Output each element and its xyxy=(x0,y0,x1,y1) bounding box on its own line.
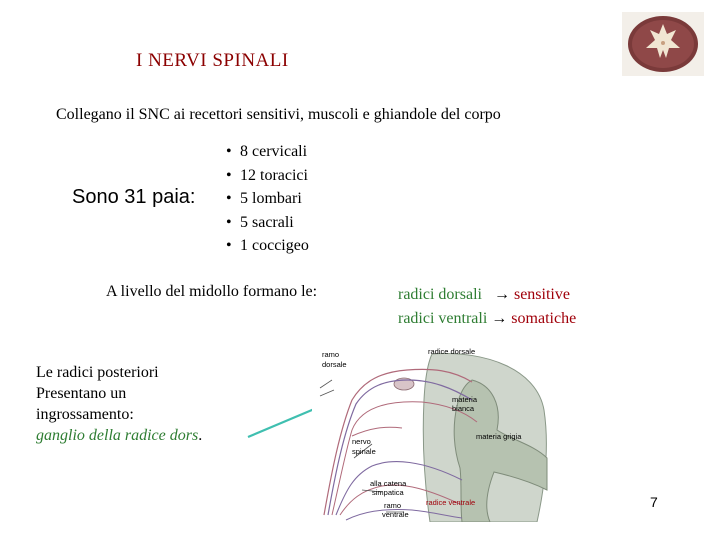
arrow-icon: → xyxy=(491,310,508,327)
spinal-nerve-diagram xyxy=(312,340,557,522)
spinal-cord-thumbnail-image xyxy=(622,12,704,76)
diagram-label: materia grigia xyxy=(476,432,522,441)
ventral-roots-text: radici ventrali xyxy=(398,310,488,327)
page-title: I NERVI SPINALI xyxy=(136,50,289,71)
pairs-count-label: Sono 31 paia: xyxy=(72,186,196,208)
diagram-label: simpatica xyxy=(372,488,404,497)
list-item: • 5 sacrali xyxy=(226,211,309,235)
note-line: Presentano un xyxy=(36,385,127,402)
diagram-label: ramo xyxy=(322,350,340,359)
list-item: • 5 lombari xyxy=(226,187,309,211)
list-item: • 8 cervicali xyxy=(226,140,309,164)
list-item: • 12 toracici xyxy=(226,164,309,188)
diagram-label: radice dorsale xyxy=(428,347,476,356)
roots-list xyxy=(398,283,576,331)
diagram-label: bianca xyxy=(452,404,475,413)
diagram-label: ventrale xyxy=(382,510,409,519)
diagram-label: ramo xyxy=(384,501,402,510)
ganglion-note xyxy=(36,362,202,446)
diagram-label: dorsale xyxy=(322,360,347,369)
dorsal-roots-text: radici dorsali xyxy=(398,286,482,303)
somatic-text: somatiche xyxy=(511,310,577,327)
arrow-icon: → xyxy=(493,286,510,303)
subtitle: Collegano il SNC ai recettori sensitivi, muscoli e ghiandole del corpo xyxy=(56,106,501,123)
note-line: ingrossamento: xyxy=(36,406,134,423)
note-line: Le radici posteriori xyxy=(36,364,159,381)
diagram-label: radice ventrale xyxy=(426,498,476,507)
roots-intro: A livello del midollo formano le: xyxy=(106,283,318,300)
diagram-label: nervo xyxy=(352,437,371,446)
dorsal-roots-line xyxy=(398,283,576,307)
diagram-label: materia xyxy=(452,395,478,404)
ventral-roots-line xyxy=(398,307,576,331)
pairs-list xyxy=(226,140,309,258)
diagram-label: spinale xyxy=(352,447,376,456)
sensitive-text: sensitive xyxy=(513,286,570,303)
page-number: 7 xyxy=(650,494,658,510)
ganglion-term: ganglio della radice dors xyxy=(36,427,199,444)
note-line: ganglio della radice dors. xyxy=(36,427,203,444)
diagram-label: alla catena xyxy=(370,479,407,488)
list-item: • 1 coccigeo xyxy=(226,234,309,258)
